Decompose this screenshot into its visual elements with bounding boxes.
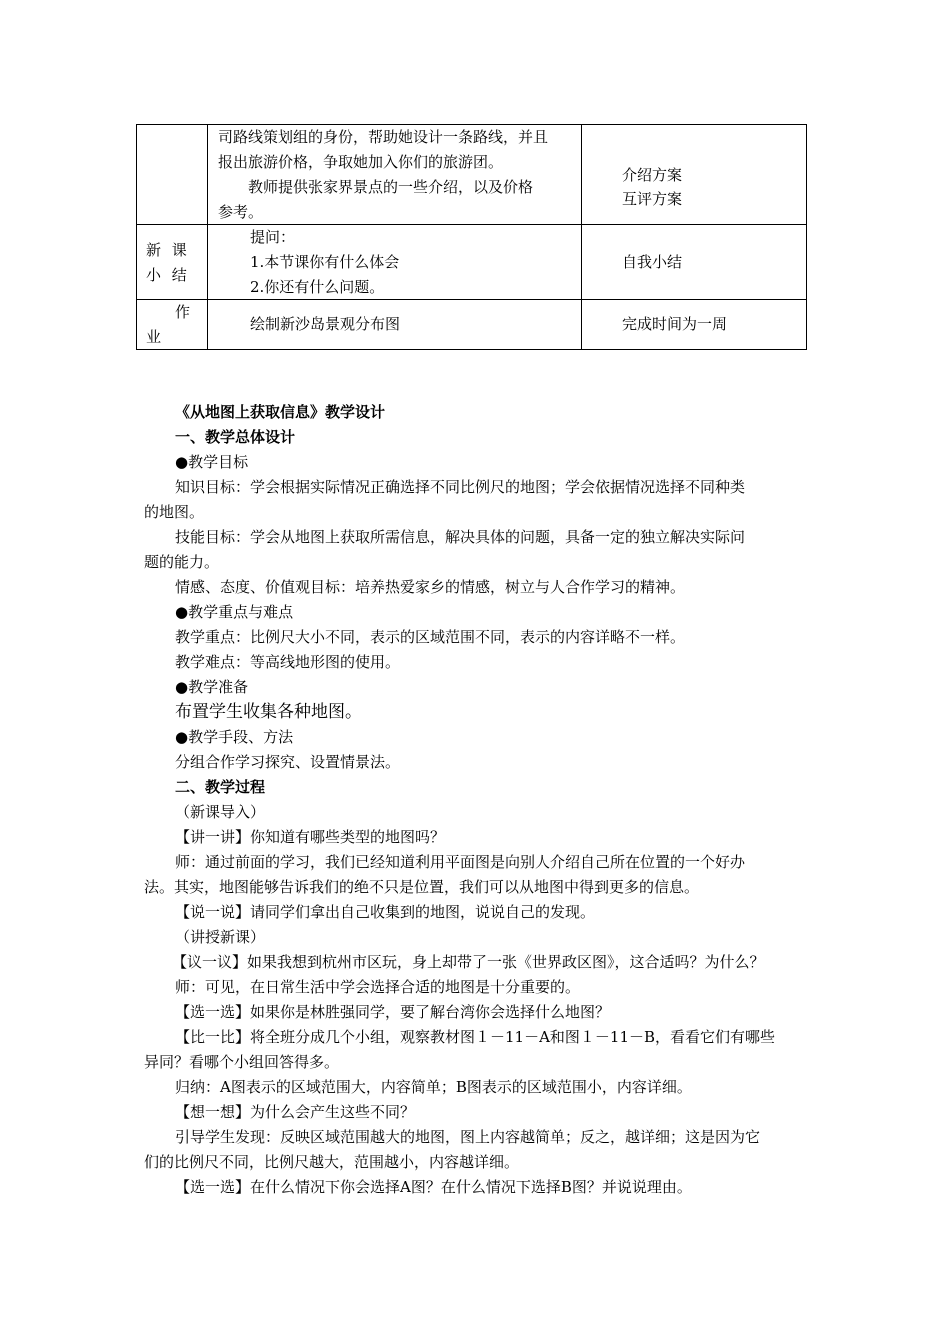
- document-title: 《从地图上获取信息》教学设计: [175, 403, 386, 421]
- table-row: [137, 125, 807, 225]
- paragraph: 【选一选】在什么情况下你会选择A图？在什么情况下选择B图？并说说理由。: [175, 1178, 692, 1196]
- paragraph: 归纳：A图表示的区域范围大，内容简单；B图表示的区域范围小，内容详细。: [175, 1078, 692, 1096]
- cell-line: 2.你还有什么问题。: [250, 278, 385, 296]
- cell-line: 新 课: [146, 241, 190, 259]
- paragraph: （讲授新课）: [175, 928, 266, 946]
- paragraph: 技能目标：学会从地图上获取所需信息，解决具体的问题，具备一定的独立解决实际问: [175, 528, 746, 546]
- paragraph: 分组合作学习探究、设置情景法。: [175, 753, 401, 771]
- section-heading: 二、教学过程: [175, 778, 266, 796]
- cell-line: 提问：: [250, 228, 296, 246]
- table-cell-stage: [137, 225, 208, 300]
- paragraph: 们的比例尺不同，比例尺越大，范围越小，内容越详细。: [144, 1153, 520, 1171]
- paragraph: 【想一想】为什么会产生这些不同？: [175, 1103, 416, 1121]
- paragraph: 【说一说】请同学们拿出自己收集到的地图，说说自己的发现。: [175, 903, 596, 921]
- paragraph: 引导学生发现：反映区域范围越大的地图，图上内容越简单；反之，越详细；这是因为它: [175, 1128, 761, 1146]
- paragraph: 【比一比】将全班分成几个小组，观察教材图１－11－A和图１－11－B，看看它们有哪些: [175, 1028, 776, 1046]
- cell-line: 绘制新沙岛景观分布图: [250, 315, 401, 333]
- paragraph: 【议一议】如果我想到杭州市区玩，身上却带了一张《世界政区图》，这合适吗？为什么？: [172, 953, 765, 971]
- table-row: [137, 300, 807, 350]
- cell-line: 教师提供张家界景点的一些介绍，以及价格: [248, 178, 534, 196]
- cell-line: 业: [146, 328, 162, 346]
- table-cell-activity: [208, 125, 582, 225]
- table-cell-activity: [208, 300, 582, 350]
- paragraph: （新课导入）: [175, 803, 266, 821]
- paragraph: 题的能力。: [144, 553, 220, 571]
- table-cell-student: [582, 125, 807, 225]
- cell-line: 参考。: [218, 203, 264, 221]
- paragraph: 异同？看哪个小组回答得多。: [144, 1053, 340, 1071]
- subsection-heading: ●教学重点与难点: [175, 603, 294, 621]
- paragraph: 法。其实，地图能够告诉我们的绝不只是位置，我们可以从地图中得到更多的信息。: [144, 878, 700, 896]
- cell-line: 报出旅游价格，争取她加入你们的旅游团。: [218, 153, 504, 171]
- lesson-table: [136, 124, 807, 350]
- table-row: [137, 225, 807, 300]
- table-cell-student: [582, 300, 807, 350]
- paragraph: 的地图。: [144, 503, 205, 521]
- cell-line: 自我小结: [622, 253, 683, 271]
- cell-line: 完成时间为一周: [622, 315, 728, 333]
- paragraph: 师：可见，在日常生活中学会选择合适的地图是十分重要的。: [175, 978, 581, 996]
- paragraph: 【选一选】如果你是林胜强同学，要了解台湾你会选择什么地图？: [175, 1003, 611, 1021]
- table-cell-stage: [137, 300, 208, 350]
- subsection-heading: ●教学目标: [175, 453, 249, 471]
- paragraph: 【讲一讲】你知道有哪些类型的地图吗？: [175, 828, 446, 846]
- cell-line: 作: [175, 303, 191, 321]
- paragraph: 布置学生收集各种地图。: [175, 702, 362, 722]
- table-cell-activity: [208, 225, 582, 300]
- section-heading: 一、教学总体设计: [175, 428, 296, 446]
- cell-line: 介绍方案: [622, 166, 683, 184]
- cell-line: 1.本节课你有什么体会: [250, 253, 400, 271]
- paragraph: 师：通过前面的学习，我们已经知道利用平面图是向别人介绍自己所在位置的一个好办: [175, 853, 746, 871]
- paragraph: 教学难点：等高线地形图的使用。: [175, 653, 401, 671]
- cell-line: 司路线策划组的身份，帮助她设计一条路线，并且: [218, 128, 549, 146]
- paragraph: 情感、态度、价值观目标：培养热爱家乡的情感，树立与人合作学习的精神。: [175, 578, 686, 596]
- cell-line: 小 结: [146, 266, 190, 284]
- subsection-heading: ●教学手段、方法: [175, 728, 294, 746]
- table-cell-stage: [137, 125, 208, 225]
- cell-line: 互评方案: [622, 190, 683, 208]
- paragraph: 知识目标：学会根据实际情况正确选择不同比例尺的地图；学会依据情况选择不同种类: [175, 478, 746, 496]
- table-cell-student: [582, 225, 807, 300]
- paragraph: 教学重点：比例尺大小不同，表示的区域范围不同，表示的内容详略不一样。: [175, 628, 686, 646]
- subsection-heading: ●教学准备: [175, 678, 249, 696]
